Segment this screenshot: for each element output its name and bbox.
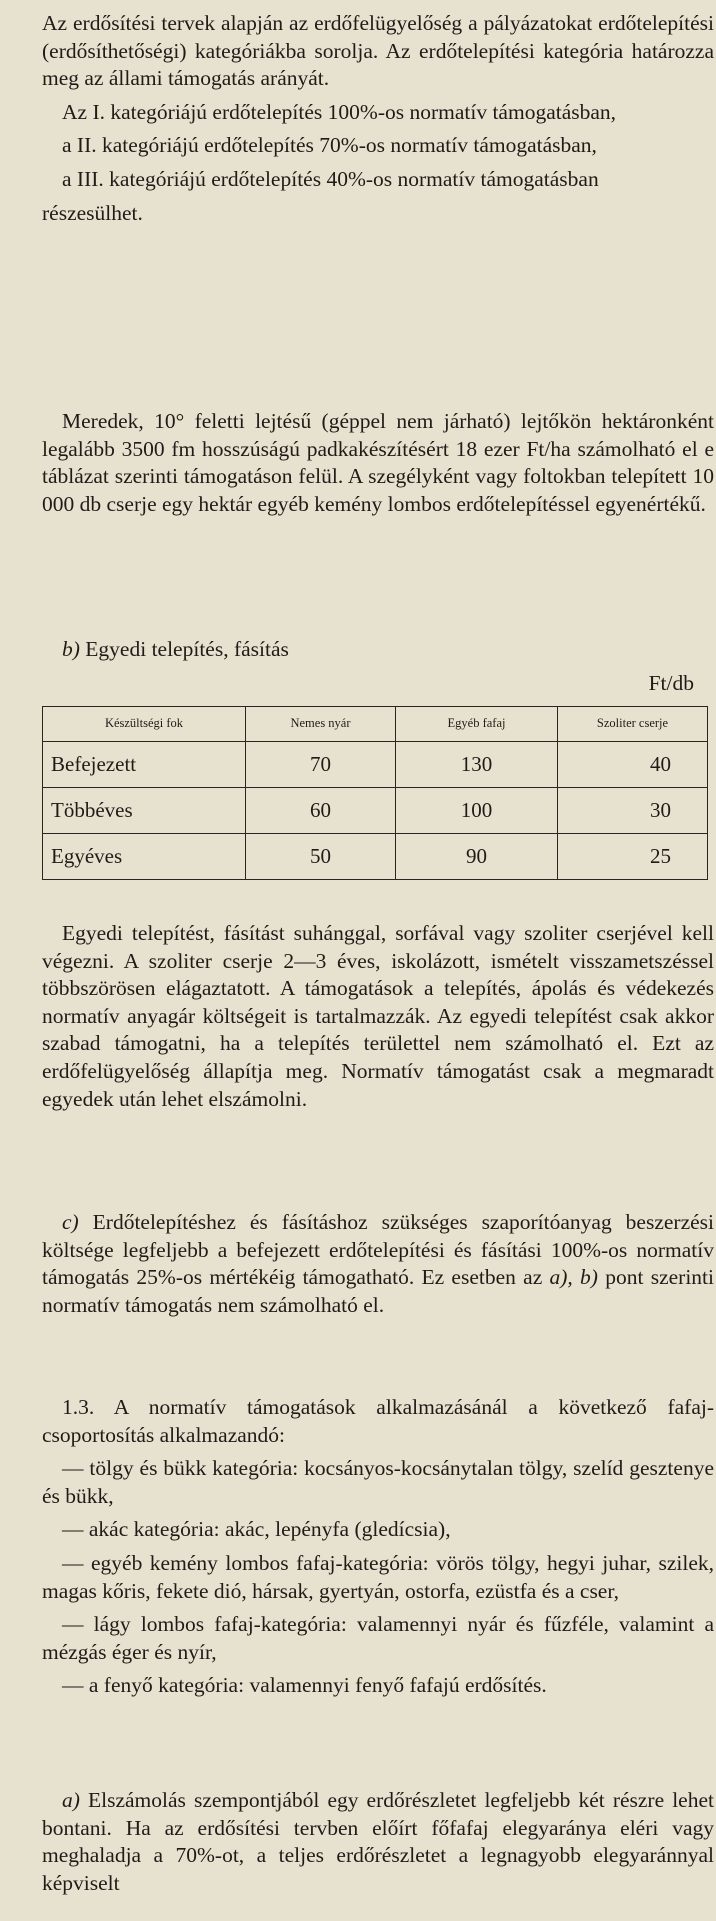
paragraph: a II. kategóriájú erdőtelepítés 70%-os normatív támogatásban, (62, 133, 597, 158)
paragraph-text: Erdőtelepítéshez és fásításhoz szükséges szaporítóanyag beszerzési költsége legfeljebb a befejezett erdőtelepítési és fásítási 100%-os normatív támogatás 25%-os mértékéig támogatható. Ez esetben az (42, 1210, 714, 1290)
list-item: — akác kategória: akác, lepényfa (gledícsia), (62, 1517, 451, 1542)
data-table (42, 706, 708, 880)
table-cell: 30 (558, 788, 708, 834)
paragraph: részesülhet. (42, 200, 143, 225)
table-row (43, 742, 708, 788)
list-item: — tölgy és bükk kategória: kocsányos-kocsánytalan tölgy, szelíd gesztenye és bükk, (42, 1456, 714, 1508)
list-item: — lágy lombos fafaj-kategória: valamennyi nyár és fűzféle, valamint a mézgás éger és nyír, (42, 1612, 714, 1664)
table-row (43, 834, 708, 880)
table-cell: Egyéves (43, 834, 246, 880)
section-a (42, 1787, 714, 1897)
table-cell: Befejezett (43, 742, 246, 788)
egyedi-section (42, 920, 714, 1113)
list-item: — egyéb kemény lombos fafaj-kategória: vörös tölgy, hegyi juhar, szilek, magas kőris, fekete dió, hársak, gyertyán, ostorfa, ezüstfa és a cser, (42, 1550, 714, 1603)
column-header: Nemes nyár (246, 707, 396, 742)
table-cell: 60 (246, 788, 396, 834)
section-reference: a), b) (549, 1265, 598, 1290)
section-1-3 (42, 1394, 714, 1700)
table-wrapper (42, 706, 714, 880)
section-letter: c) (62, 1210, 79, 1234)
paragraph: Az erdősítési tervek alapján az erdőfelügyelőség a pályázatokat erdőtelepítési (erdősíthetőségi) kategóriákba sorolja. Az erdőtelepítési kategória határozza meg az állami támogatás arányát. (42, 11, 714, 91)
intro-section (42, 10, 714, 227)
meredek-section (42, 408, 714, 518)
paragraph: Meredek, 10° feletti lejtésű (géppel nem járható) lejtőkön hektáronként legalább 3500 fm hosszúságú padkakészítésért 18 ezer Ft/ha számolható el e táblázat szerinti támogatáson felül. A szegélyként vagy foltokban telepített 10 000 db cserje egy hektár egyéb kemény lombos erdőtelepítéssel egyenértékű. (42, 409, 714, 516)
list-item: — a fenyő kategória: valamennyi fenyő fafajú erdősítés. (62, 1673, 547, 1698)
table-cell: 130 (396, 742, 558, 788)
column-header: Készültségi fok (43, 707, 246, 742)
section-letter: a) (62, 1788, 80, 1812)
unit-row (42, 670, 714, 698)
table-cell: 40 (558, 742, 708, 788)
section-b-heading (42, 636, 714, 664)
column-header: Szoliter cserje (558, 707, 708, 742)
paragraph: 1.3. A normatív támogatások alkalmazásánál a következő fafaj-csoportosítás alkalmazandó: (42, 1395, 714, 1447)
section-c (42, 1209, 714, 1319)
table-cell: 50 (246, 834, 396, 880)
paragraph: a III. kategóriájú erdőtelepítés 40%-os normatív támogatásban (62, 166, 599, 191)
table-cell: Többéves (43, 788, 246, 834)
paragraph: Egyedi telepítést, fásítást suhánggal, sorfával vagy szoliter cserjével kell végezni. A szoliter cserje 2—3 éves, iskolázott, ismételt visszametszéssel többszörösen elágaztatott. A támogatások a telepítés, ápolás és védekezés normatív anyagár költségeit is tartalmazzák. Az egyedi telepítést csak akkor szabad támogatni, ha a telepítés területtel nem számolható el. Ezt az erdőfelügyelőség állapítja meg. Normatív támogatást csak a megmaradt egyedek után lehet elszámolni. (42, 921, 714, 1111)
paragraph: Az I. kategóriájú erdőtelepítés 100%-os normatív támogatásban, (62, 99, 617, 124)
table-header-row (43, 707, 708, 742)
paragraph (42, 1787, 714, 1897)
paragraph-text: Elszámolás szempontjából egy erdőrészletet legfeljebb két részre lehet bontani. Ha az erdősítési tervben előírt főfafaj elegyaránya eléri vagy meghaladja a 70%-ot, a teljes erdőrészletet a legnagyobb elegyaránnyal képviselt (42, 1788, 714, 1895)
unit-label: Ft/db (648, 671, 694, 695)
table-cell: 70 (246, 742, 396, 788)
table-cell: 90 (396, 834, 558, 880)
section-title: Egyedi telepítés, fásítás (85, 637, 289, 661)
table-row (43, 788, 708, 834)
paragraph-text: pont szerinti normatív támogatás nem számolható el. (42, 1265, 715, 1317)
section-letter: b) (62, 637, 80, 661)
table-cell: 100 (396, 788, 558, 834)
column-header: Egyéb fafaj (396, 707, 558, 742)
paragraph (42, 1209, 714, 1319)
table-cell: 25 (558, 834, 708, 880)
